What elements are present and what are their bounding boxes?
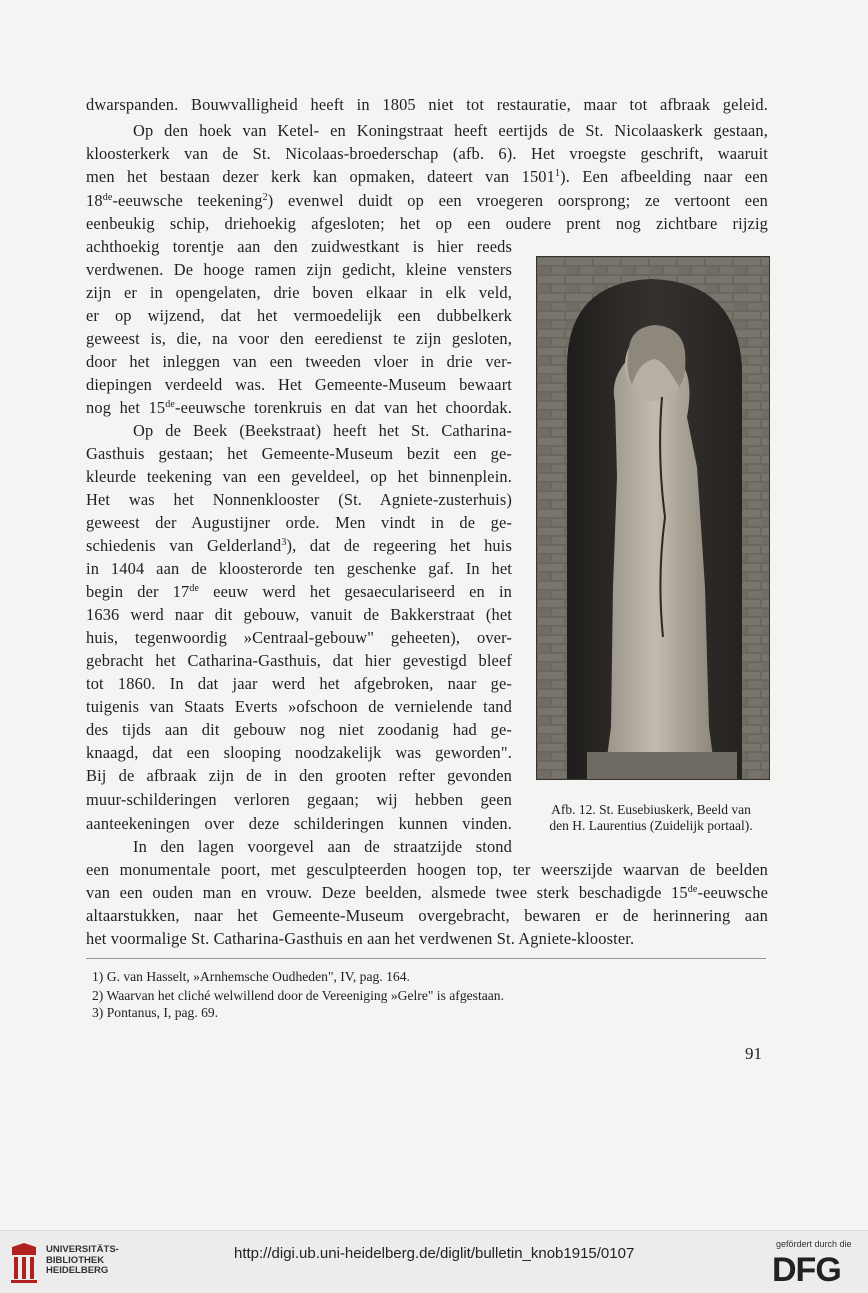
text-line: 1636 werd naar dit gebouw, vanuit de Bakkerstraat (het <box>86 605 512 624</box>
figure-photo-statue <box>536 256 770 780</box>
text-line <box>86 166 768 188</box>
text-line: huis, tegenwoordig »Centraal-gebouw" geheeten), over- <box>86 628 512 647</box>
text-line <box>86 397 512 419</box>
text-span: eeuw werd het gesaeculariseerd en in <box>199 582 512 601</box>
text-span: begin der 17 <box>86 582 190 601</box>
footnote: 3) Pontanus, I, pag. 69. <box>92 1005 219 1020</box>
text-line: in 1404 aan de kloosterorde ten geschenke gaf. In het <box>86 559 512 578</box>
footnote-divider <box>86 958 766 959</box>
text-line: Gasthuis gestaan; het Gemeente-Museum bezit een ge- <box>86 444 512 463</box>
text-line: des tijds aan dit gebouw nog niet zoodanig had ge- <box>86 720 512 739</box>
text-line: zijn er in opengelaten, drie boven elkaar in elk veld, <box>86 283 512 302</box>
text-line: Bij de afbraak zijn de in den grooten refter gevonden <box>86 766 512 785</box>
text-span: ), dat de regeering het huis <box>286 536 513 555</box>
text-line: tuigenis van Staats Everts »ofschoon de vernielende tand <box>86 697 512 716</box>
text-line: er op wijzend, dat het vermoedelijk een dubbelkerk <box>86 306 512 325</box>
text-line <box>86 581 512 603</box>
footnote-ref: 2 <box>262 192 268 203</box>
source-url-link[interactable]: http://digi.ub.uni-heidelberg.de/diglit/bulletin_knob1915/0107 <box>234 1245 635 1262</box>
text-line: kleurde teekening van een geveldeel, op het binnenplein. <box>86 467 512 486</box>
figure-caption-line: Afb. 12. St. Eusebiuskerk, Beeld van <box>551 802 751 817</box>
footnote: 2) Waarvan het cliché welwillend door de Vereeniging »Gelre" is afgestaan. <box>92 988 504 1003</box>
text-line: kloosterkerk van de St. Nicolaas-broederschap (afb. 6). Het vroegste geschrift, waaruit <box>86 144 768 163</box>
text-line: knaagd, dat een slooping noodzakelijk was geworden". <box>86 743 512 762</box>
text-span: schiedenis van Gelderland <box>86 536 282 555</box>
text-line: tot 1860. In dat jaar werd het afgebroken, naar ge- <box>86 674 512 693</box>
superscript: de <box>165 399 176 410</box>
footer-bar <box>0 1230 868 1293</box>
text-line: eenbeukig schip, driehoekig afgesloten; het op een oudere prent nog zichtbare rijzig <box>86 214 768 233</box>
footnote-ref: 1 <box>555 168 561 179</box>
text-span: 18 <box>86 191 103 210</box>
library-name-line: BIBLIOTHEK <box>46 1254 105 1266</box>
text-span: nog het 15 <box>86 398 166 417</box>
text-span: -eeuwsche torenkruis en dat van het choordak. <box>175 398 512 417</box>
footnote: 1) G. van Hasselt, »Arnhemsche Oudheden", IV, pag. 164. <box>92 969 410 984</box>
superscript: de <box>189 583 200 594</box>
text-line: altaarstukken, naar het Gemeente-Museum overgebracht, bewaren er de herinnering aan <box>86 906 768 925</box>
text-line: een monumentale poort, met gesculpteerden hoogen top, ter weerszijde waarvan de beelden <box>86 860 768 879</box>
text-line: diepingen verdeeld was. Het Gemeente-Museum bewaart <box>86 375 512 394</box>
text-line: In den lagen voorgevel aan de straatzijde stond <box>133 837 512 856</box>
text-span: ). Een afbeelding naar een <box>560 167 769 186</box>
superscript: de <box>687 884 698 895</box>
text-line: het voormalige St. Catharina-Gasthuis en aan het verdwenen St. Agniete-klooster. <box>86 929 635 948</box>
superscript: de <box>102 192 113 203</box>
text-line <box>86 882 768 904</box>
university-library-logo <box>8 1241 40 1285</box>
text-line: Op den hoek van Ketel- en Koningstraat heeft eertijds de St. Nicolaaskerk gestaan, <box>133 121 768 140</box>
text-span: van een ouden man en vrouw. Deze beelden, alsmede twee sterk beschadigde 15 <box>86 883 688 902</box>
footnote-ref: 3 <box>281 537 287 548</box>
dfg-logo: DFG <box>772 1251 841 1289</box>
library-name <box>46 1245 119 1277</box>
library-name-line: UNIVERSITÄTS- <box>46 1244 119 1255</box>
text-line: muur-schilderingen verloren gegaan; wij hebben geen <box>86 790 512 809</box>
text-span: -eeuwsche <box>697 883 768 902</box>
page-number: 91 <box>745 1044 762 1063</box>
figure-caption-line: den H. Laurentius (Zuidelijk portaal). <box>549 818 753 833</box>
library-name-line: HEIDELBERG <box>46 1265 109 1276</box>
text-line: aanteekeningen over deze schilderingen kunnen vinden. <box>86 814 512 833</box>
text-span: men het bestaan dezer kerk kan opmaken, dateert van 1501 <box>86 167 556 186</box>
funder-note: gefördert durch die <box>776 1239 852 1249</box>
statue-photo-image <box>537 257 769 779</box>
text-line <box>86 535 512 557</box>
text-line: gebracht het Catharina-Gasthuis, dat hier gevestigd bleef <box>86 651 512 670</box>
text-line <box>86 190 768 212</box>
text-line: door het inleggen van een tweeden vloer in drie ver- <box>86 352 512 371</box>
text-line: geweest der Augustijner orde. Men vindt in de ge- <box>86 513 512 532</box>
text-line: geweest is, die, na voor den eeredienst te zijn gesloten, <box>86 329 512 348</box>
text-line: verdwenen. De hooge ramen zijn gedicht, kleine vensters <box>86 260 512 279</box>
text-span: -eeuwsche teekening <box>112 191 263 210</box>
text-line: dwarspanden. Bouwvalligheid heeft in 1805 niet tot restauratie, maar tot afbraak geleid. <box>86 95 768 114</box>
text-span: ) evenwel duidt op een vroegeren oorsprong; ze vertoont een <box>267 191 769 210</box>
text-line: Op de Beek (Beekstraat) heeft het St. Catharina- <box>133 421 512 440</box>
text-line: achthoekig torentje aan den zuidwestkant is hier reeds <box>86 237 512 256</box>
text-line: Het was het Nonnenklooster (St. Agniete-zusterhuis) <box>86 490 512 509</box>
